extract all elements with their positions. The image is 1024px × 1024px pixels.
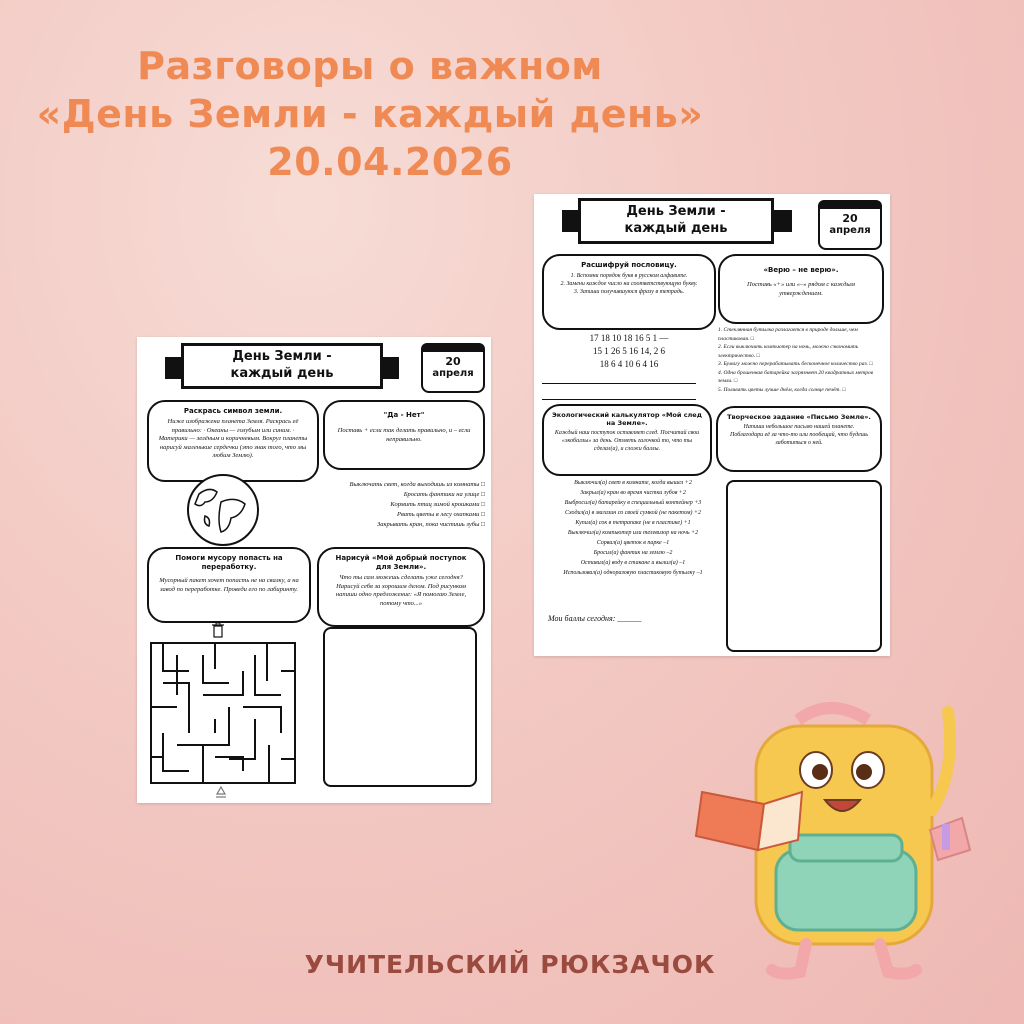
calendar-month: апреля bbox=[432, 368, 474, 379]
answer-line bbox=[542, 399, 696, 400]
task-proverb bbox=[542, 254, 716, 330]
list-item: Сходил(а) в магазин со своей сумкой (не пакетом) +2 bbox=[565, 510, 701, 516]
worksheet-page-1 bbox=[137, 337, 491, 803]
earth-globe-icon bbox=[183, 472, 263, 548]
task-text: Что ты сам можешь сделать уже сегодня? Нарисуй себя за хорошим делом. Под рисунком напиши одно предложение: «Я помогаю Земле, потому что...» bbox=[335, 574, 467, 607]
letter-writing-area bbox=[726, 480, 882, 652]
list-item: Закрыл(а) кран во время чистки зубов +2 bbox=[580, 490, 686, 496]
task-title: Раскрась символ земли. bbox=[183, 407, 283, 415]
task-maze bbox=[147, 547, 311, 623]
trash-can-icon bbox=[211, 622, 225, 638]
cipher-line: 18 6 4 10 6 4 16 bbox=[599, 359, 659, 369]
title-banner bbox=[578, 198, 774, 244]
task-title: Расшифруй пословицу. bbox=[581, 261, 677, 269]
task-eco-calculator bbox=[542, 404, 712, 476]
list-item: 2. Замени каждое число на соответствующую букву. bbox=[560, 281, 698, 287]
title-banner bbox=[181, 343, 383, 389]
backpack-mascot-illustration bbox=[680, 700, 980, 990]
answer-line bbox=[542, 383, 696, 384]
list-item: Бросил(а) фантик на землю –2 bbox=[593, 550, 673, 556]
task-text: Каждый наш поступок оставляет след. Посчитай свои «экобаллы» за день. Отметь галочкой то, что ты сделал(а), и сложи баллы. bbox=[554, 430, 700, 452]
task-text: Напиши небольшое письмо нашей планете. Поблагодари её за что-то или пообещай, что будешь заботиться о ней. bbox=[729, 424, 868, 446]
yes-no-list bbox=[313, 480, 485, 530]
cipher-numbers bbox=[554, 332, 704, 371]
task-title: «Верю – не верю». bbox=[763, 266, 839, 274]
task-color-earth bbox=[147, 400, 319, 482]
list-item: 3. Запиши получившуюся фразу в тетрадь. bbox=[573, 289, 685, 295]
calendar-day: 20 bbox=[445, 355, 461, 368]
worksheet-page-2 bbox=[534, 194, 890, 656]
list-item: Выбросил(а) батарейку в специальный контейнер +3 bbox=[564, 500, 702, 506]
task-text: Поставь «+» или «–» рядом с каждым утверждением. bbox=[747, 281, 855, 297]
list-item: Кормить птиц зимой крошками □ bbox=[390, 501, 485, 508]
list-item: 1. Вспомни порядок букв в русском алфавите. bbox=[570, 273, 688, 279]
task-yes-no bbox=[323, 400, 485, 470]
headline-line-2: «День Земли - каждый день» bbox=[36, 92, 704, 136]
task-believe bbox=[718, 254, 884, 324]
list-item: 3. Бумагу можно перерабатывать бесконечное количество раз. □ bbox=[718, 361, 873, 367]
task-title: "Да - Нет" bbox=[383, 411, 425, 419]
brand-footer: УЧИТЕЛЬСКИЙ РЮКЗАЧОК bbox=[304, 950, 716, 979]
task-letter bbox=[716, 406, 882, 472]
headline-date: 20.04.2026 bbox=[267, 140, 513, 184]
score-line: Мои баллы сегодня: ______ bbox=[548, 614, 642, 623]
list-item: Использовал(а) одноразовую пластиковую бутылку –1 bbox=[563, 570, 703, 576]
task-text: Мусорный пакет хочет попасть не на свалку, а на завод по переработке. Проведи его по лабиринту. bbox=[159, 577, 299, 593]
list-item: Оставил(а) воду в стакане и вылил(а) –1 bbox=[580, 560, 686, 566]
list-item: Рвать цветы в лесу охапками □ bbox=[397, 511, 485, 518]
task-text: Поставь + если так делать правильно, и – если неправильно. bbox=[337, 427, 471, 443]
list-item: 1. Стеклянная бутылка разлагается в природе дольше, чем пластиковая. □ bbox=[718, 327, 858, 342]
task-title: Творческое задание «Письмо Земле». bbox=[727, 413, 871, 421]
banner-line-2: каждый день bbox=[624, 221, 728, 236]
cipher-line: 17 18 10 18 16 5 1 — bbox=[589, 333, 669, 343]
calendar-month: апреля bbox=[829, 225, 871, 236]
drawing-area bbox=[323, 627, 477, 787]
banner-line-1: День Земли - bbox=[232, 349, 332, 364]
task-title: Помоги мусору попасть на переработку. bbox=[175, 554, 283, 571]
list-item: Закрывать кран, пока чистишь зубы □ bbox=[376, 521, 485, 528]
list-item: Бросать фантики на улице □ bbox=[403, 491, 485, 498]
task-draw bbox=[317, 547, 485, 627]
list-item: Купил(а) сок в тетрапаке (не в пластике) +1 bbox=[575, 520, 691, 526]
calendar-icon bbox=[818, 200, 882, 250]
recycle-icon bbox=[213, 785, 229, 801]
banner-line-1: День Земли - bbox=[626, 204, 726, 219]
eco-calculator-list bbox=[538, 478, 728, 578]
calendar-icon bbox=[421, 343, 485, 393]
list-item: 5. Поливать цветы лучше днём, когда солнце печёт. □ bbox=[718, 386, 846, 393]
list-item: Сорвал(а) цветок в парке –1 bbox=[596, 540, 670, 546]
list-item: Выключил(а) компьютер или телевизор на ночь +2 bbox=[567, 530, 699, 536]
list-item: 4. Одна брошенная батарейка загрязняет 20 квадратных метров земли. □ bbox=[718, 369, 874, 384]
list-item: Выключил(а) свет в комнате, когда вышел +2 bbox=[574, 480, 692, 486]
headline-line-1: Разговоры о важном bbox=[137, 44, 603, 88]
believe-list bbox=[718, 326, 884, 394]
maze-puzzle bbox=[149, 641, 297, 785]
banner-line-2: каждый день bbox=[230, 366, 334, 381]
calendar-day: 20 bbox=[842, 212, 858, 225]
task-text: Ниже изображена планета Земля. Раскрась её правильно: · Океаны — голубым или синим. · Материки — зелёным и коричневым. Вокруг планеты нарисуй маленькие сердечки (это знак того, что мы любим Землю). bbox=[158, 418, 308, 459]
task-title: Экологический калькулятор «Мой след на Земле». bbox=[552, 411, 702, 427]
list-item: 2. Если выключить компьютер на ночь, можно сэкономить электричество. □ bbox=[718, 344, 859, 359]
task-title: Нарисуй «Мой добрый поступок для Земли». bbox=[335, 554, 467, 571]
list-item: Выключать свет, когда выходишь из комнаты □ bbox=[349, 481, 485, 488]
headline bbox=[0, 42, 740, 186]
cipher-line: 15 1 26 5 16 14, 2 6 bbox=[593, 346, 665, 356]
